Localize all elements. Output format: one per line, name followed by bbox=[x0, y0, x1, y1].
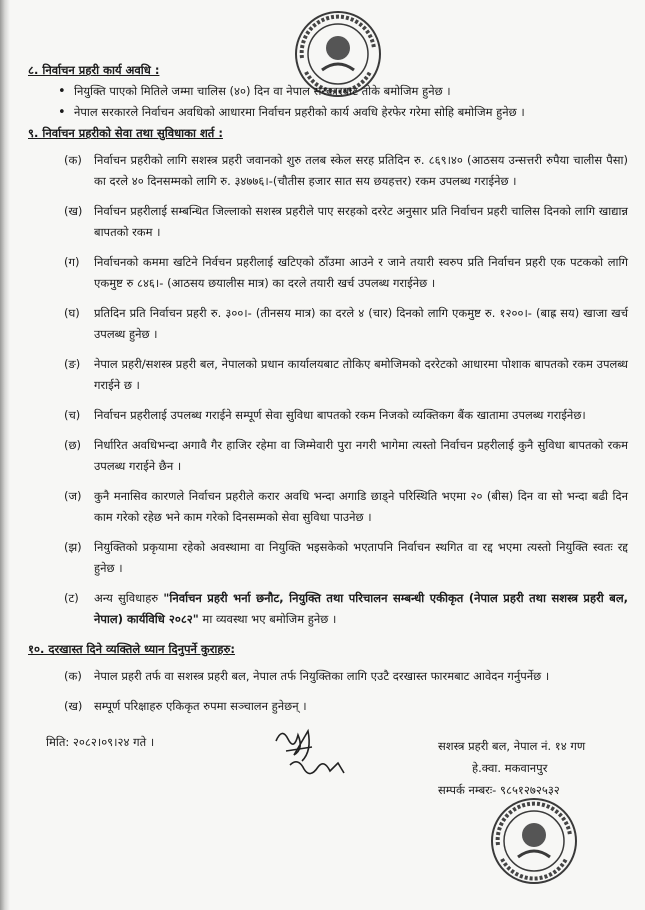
section-9-item-ta bbox=[64, 588, 628, 630]
item-text: नेपाल प्रहरी तर्फ वा सशस्त्र प्रहरी बल, नेपाल तर्फ नियुक्तिका लागि एउटै दरखास्त फारमबाट आवेदन गर्नुपर्नेछ । bbox=[94, 669, 550, 683]
issue-date: मिति: २०८२।०९।२४ गते । bbox=[46, 735, 155, 749]
official-seal-bottom bbox=[488, 795, 580, 887]
section-8-heading: ८. निर्वाचन प्रहरी कार्य अवधि : bbox=[28, 63, 160, 77]
section-9-item-ja bbox=[64, 486, 628, 528]
item-text: निर्वाचनको कममा खटिने निर्वचन प्रहरीलाई खटिएको ठाँउमा आउने र जाने तयारी स्वरुप प्रति निर्वाचन प्रहरी एक पटकको लागि एकमुष्ट रु ८४६।- (आठसय छयालीस मात्र) का दरले तयारी खर्च उपलब्ध गराईनेछ । bbox=[94, 255, 628, 290]
item-text: निर्वाचन प्रहरीलाई सम्बन्धित जिल्लाको सशस्त्र प्रहरीले पाए सरहको दररेट अनुसार प्रति निर्वाचन प्रहरी चालिस दिनको लागि खाद्यान्न बापतको रकम । bbox=[94, 204, 628, 239]
item-text: निर्धारित अवधिभन्दा अगावै गैर हाजिर रहेमा वा जिम्मेवारी पुरा नगरी भागेमा त्यस्तो निर्वाचन प्रहरीलाई कुनै सुविधा बापतको रकम उपलब्ध गराईने छैन । bbox=[94, 438, 628, 473]
item-label: (ट) bbox=[64, 591, 79, 605]
item-text: निर्वाचन प्रहरीलाई उपलब्ध गराईने सम्पूर्ण सेवा सुविधा बापतको रकम निजको व्यक्तिकग बैंक खातामा उपलब्ध गराईनेछ। bbox=[94, 408, 586, 422]
item-text: सम्पूर्ण परिक्षाहरु एकिकृत रुपमा सञ्चालन हुनेछन् । bbox=[94, 699, 307, 713]
section-9-item-ga bbox=[64, 252, 628, 294]
section-9-item-jha bbox=[64, 537, 628, 579]
signature bbox=[268, 721, 358, 785]
item-text: अन्य सुविधाहरु "निर्वाचन प्रहरी भर्ना छनौट, नियुक्ति तथा परिचालन सम्बन्धी एकीकृत (नेपाल प्रहरी तथा सशस्त्र प्रहरी बल, नेपाल) कार्यविधि २०८२" मा व्यवस्था भए बमोजिम हुनेछ । bbox=[94, 591, 629, 626]
item-label: (क) bbox=[64, 153, 82, 167]
office-location: हे.क्वा. मकवानपुर bbox=[472, 761, 548, 775]
section-10-item-kha bbox=[64, 696, 628, 717]
issuing-office bbox=[438, 735, 628, 801]
item-label: (ख) bbox=[64, 204, 83, 218]
section-9-item-ka bbox=[64, 150, 628, 192]
item-label: (ख) bbox=[64, 699, 83, 713]
section-10-item-ka bbox=[64, 666, 628, 687]
section-9-item-cha bbox=[64, 405, 628, 426]
scan-edge-shadow bbox=[0, 0, 10, 910]
item-label: (छ) bbox=[64, 438, 82, 452]
item-text: कुनै मनासिव कारणले निर्वाचन प्रहरीले करार अवधि भन्दा अगाडि छाड्ने परिस्थिति भएमा २० (बीस) दिन वा सो भन्दा बढी दिन काम गरेको रहेछ भने काम गरेको दिनसम्मको सेवा सुविधा पाउनेछ । bbox=[94, 489, 628, 524]
item-label: (क) bbox=[64, 669, 82, 683]
item-text: निर्वाचन प्रहरीको लागि सशस्त्र प्रहरी जवानको शुरु तलब स्केल सरह प्रतिदिन रु. ८६९।४० (आठसय उन्सत्तरी रुपैया चालीस पैसा) का दरले ४० दिनसम्मको लागि रु. ३४७७६।-(चौतीस हजार सात सय छयहत्तर) रकम उपलब्ध गराईनेछ । bbox=[94, 153, 628, 188]
section-9-item-kha bbox=[64, 201, 628, 243]
item-text: नियुक्तिको प्रकृयामा रहेको अवस्थामा वा नियुक्ति भइसकेको भएतापनि निर्वाचन स्थगित वा रद्द भएमा त्यस्तो नियुक्ति स्वतः रद्द हुनेछ । bbox=[94, 540, 628, 575]
item-label: (घ) bbox=[64, 306, 80, 320]
section-8-list bbox=[58, 81, 628, 123]
item-text: प्रतिदिन प्रति निर्वाचन प्रहरी रु. ३००।- (तीनसय मात्र) का दरले ४ (चार) दिनको लागि एकमुष्ट रु. १२००।- (बाह्र सय) खाजा खर्च उपलब्ध हुनेछ । bbox=[94, 306, 628, 341]
section-9-heading: ९. निर्वाचन प्रहरीको सेवा तथा सुविधाका शर्त : bbox=[28, 126, 223, 140]
contact-number: सम्पर्क नम्बरः- ९८५१२७२५३२ bbox=[438, 783, 560, 797]
item-label: (ग) bbox=[64, 255, 80, 269]
section-9-item-gha bbox=[64, 303, 628, 345]
document-body bbox=[28, 60, 628, 726]
item-label: (ङ) bbox=[64, 357, 81, 371]
section-9-item-nga bbox=[64, 354, 628, 396]
item-label: (झ) bbox=[64, 540, 82, 554]
item-text: नेपाल प्रहरी/सशस्त्र प्रहरी बल, नेपालको प्रधान कार्यालयबाट तोकिए बमोजिमको दररेटको आधारमा पोशाक बापतको रकम उपलब्ध गराईने छ । bbox=[94, 357, 628, 392]
item-label: (च) bbox=[64, 408, 81, 422]
section-10-heading: १०. दरखास्त दिने व्यक्तिले ध्यान दिनुपर्ने कुराहरु: bbox=[28, 642, 235, 656]
item-label: (ज) bbox=[64, 489, 82, 503]
office-name: सशस्त्र प्रहरी बल, नेपाल नं. १४ गण bbox=[438, 739, 586, 753]
list-item: • नियुक्ति पाएको मितिले जम्मा चालिस (४०) दिन वा नेपाल सरकारबाट तोके बमोजिम हुनेछ । bbox=[58, 81, 628, 102]
list-item: • नेपाल सरकारले निर्वाचन अवधिको आधारमा निर्वाचन प्रहरीको कार्य अवधि हेरफेर गरेमा सोहि बमोजिम हुनेछ । bbox=[58, 102, 628, 123]
section-9-item-chha bbox=[64, 435, 628, 477]
procedure-title: "निर्वाचन प्रहरी भर्ना छनौट, नियुक्ति तथा परिचालन सम्बन्धी एकीकृत (नेपाल प्रहरी तथा सशस्त्र प्रहरी बल, नेपाल) कार्यविधि २०८२" bbox=[94, 591, 629, 626]
